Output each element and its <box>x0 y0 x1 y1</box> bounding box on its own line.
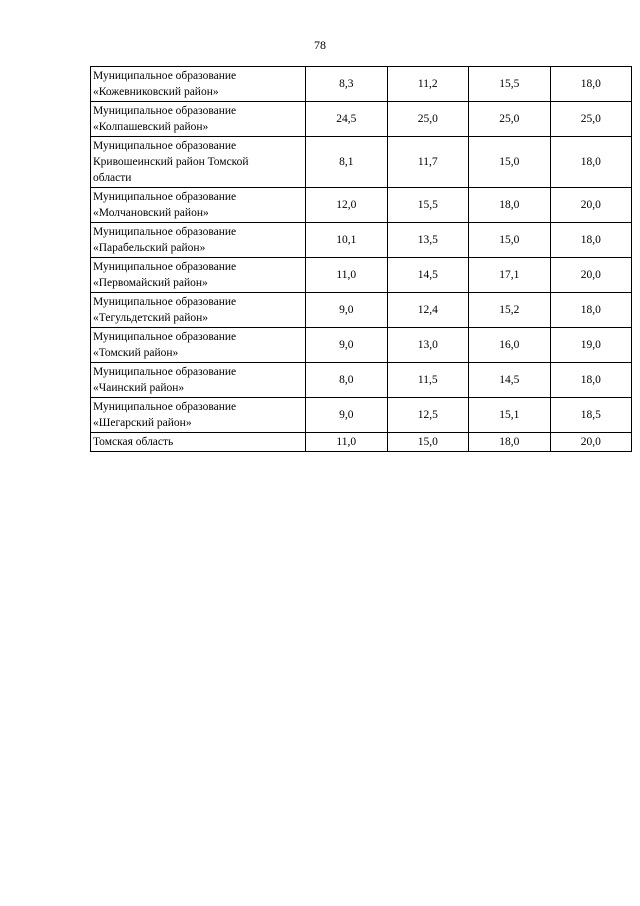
table-cell: 11,0 <box>306 433 388 452</box>
table-cell: 14,5 <box>387 258 469 293</box>
table-cell: 18,0 <box>550 293 632 328</box>
table-cell: 25,0 <box>469 102 551 137</box>
table-cell: 8,0 <box>306 363 388 398</box>
table-cell: 15,2 <box>469 293 551 328</box>
table-row <box>91 102 632 137</box>
municipality-name: Муниципальное образование «Молчановский район» <box>91 188 306 223</box>
table-row <box>91 223 632 258</box>
table-cell: 20,0 <box>550 433 632 452</box>
table-row <box>91 258 632 293</box>
table-cell: 19,0 <box>550 328 632 363</box>
region-total-name: Томская область <box>91 433 306 452</box>
table-cell: 13,5 <box>387 223 469 258</box>
table-cell: 15,1 <box>469 398 551 433</box>
table-cell: 17,1 <box>469 258 551 293</box>
table-row <box>91 67 632 102</box>
table-cell: 8,3 <box>306 67 388 102</box>
table-cell: 12,4 <box>387 293 469 328</box>
table-row <box>91 293 632 328</box>
table-cell: 18,0 <box>469 188 551 223</box>
municipality-name: Муниципальное образование «Первомайский район» <box>91 258 306 293</box>
table-cell: 24,5 <box>306 102 388 137</box>
table-cell: 16,0 <box>469 328 551 363</box>
table-cell: 20,0 <box>550 188 632 223</box>
table-cell: 15,0 <box>469 223 551 258</box>
table-cell: 8,1 <box>306 137 388 188</box>
data-table <box>90 66 632 452</box>
table-cell: 18,0 <box>550 67 632 102</box>
table-cell: 18,0 <box>550 137 632 188</box>
table-cell: 18,0 <box>469 433 551 452</box>
table-cell: 12,5 <box>387 398 469 433</box>
table-cell: 18,5 <box>550 398 632 433</box>
table-cell: 25,0 <box>387 102 469 137</box>
table-row <box>91 328 632 363</box>
table-cell: 12,0 <box>306 188 388 223</box>
page-number: 78 <box>314 38 326 52</box>
table-cell: 10,1 <box>306 223 388 258</box>
table-row <box>91 137 632 188</box>
municipality-name: Муниципальное образование «Кожевниковский район» <box>91 67 306 102</box>
table-cell: 20,0 <box>550 258 632 293</box>
table-cell: 13,0 <box>387 328 469 363</box>
municipality-name: Муниципальное образование Кривошеинский район Томской области <box>91 137 306 188</box>
table-cell: 9,0 <box>306 328 388 363</box>
table-cell: 11,0 <box>306 258 388 293</box>
municipality-name: Муниципальное образование «Шегарский район» <box>91 398 306 433</box>
table-cell: 9,0 <box>306 398 388 433</box>
table-cell: 14,5 <box>469 363 551 398</box>
table-cell: 11,2 <box>387 67 469 102</box>
table-row <box>91 398 632 433</box>
municipality-name: Муниципальное образование «Колпашевский район» <box>91 102 306 137</box>
table-row-total <box>91 433 632 452</box>
municipality-name: Муниципальное образование «Парабельский район» <box>91 223 306 258</box>
municipality-name: Муниципальное образование «Тегульдетский район» <box>91 293 306 328</box>
table-row <box>91 188 632 223</box>
table-cell: 9,0 <box>306 293 388 328</box>
municipality-name: Муниципальное образование «Чаинский район» <box>91 363 306 398</box>
table-cell: 11,5 <box>387 363 469 398</box>
table-cell: 25,0 <box>550 102 632 137</box>
municipality-name: Муниципальное образование «Томский район» <box>91 328 306 363</box>
table-cell: 15,0 <box>469 137 551 188</box>
table-cell: 15,0 <box>387 433 469 452</box>
table-cell: 15,5 <box>387 188 469 223</box>
table-row <box>91 363 632 398</box>
table-cell: 18,0 <box>550 363 632 398</box>
table-cell: 18,0 <box>550 223 632 258</box>
table-cell: 15,5 <box>469 67 551 102</box>
table-cell: 11,7 <box>387 137 469 188</box>
